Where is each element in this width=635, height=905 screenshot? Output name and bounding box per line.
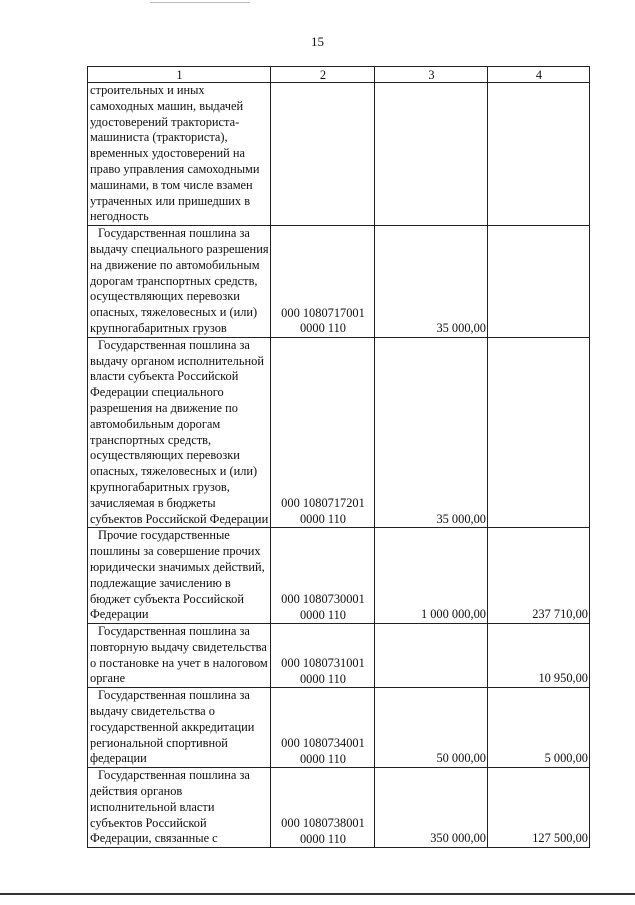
page-number: 15 [311, 34, 324, 49]
row-plan-amount [375, 83, 488, 226]
page-bottom-edge [0, 893, 635, 895]
row-plan-amount: 35 000,00 [375, 337, 488, 528]
row-fact-amount [488, 83, 590, 226]
row-code: 000 1080730001 0000 110 [271, 528, 375, 624]
row-code: 000 1080734001 0000 110 [271, 688, 375, 768]
column-header-3: 3 [375, 67, 488, 83]
table-row [88, 83, 590, 226]
row-fact-amount [488, 337, 590, 528]
column-header-1: 1 [88, 67, 271, 83]
row-code: 000 1080731001 0000 110 [271, 624, 375, 688]
row-code: 000 1080717001 0000 110 [271, 226, 375, 338]
row-fact-amount: 5 000,00 [488, 688, 590, 768]
scan-artifact-line [150, 2, 250, 3]
row-fact-amount: 237 710,00 [488, 528, 590, 624]
row-name: Государственная пошлина за повторную выдачу свидетельства о постановке на учет в налоговом органе [88, 624, 271, 688]
table-row [88, 688, 590, 768]
row-plan-amount: 1 000 000,00 [375, 528, 488, 624]
row-plan-amount: 35 000,00 [375, 226, 488, 338]
row-code: 000 1080738001 0000 110 [271, 768, 375, 848]
table-row [88, 528, 590, 624]
table-header [88, 67, 590, 83]
row-name: строительных и иных самоходных машин, выдачей удостоверений тракториста-машиниста (тракториста), временных удостоверений на право управления самоходными машинами, в том числе взамен утраченных или пришедших в негодность [88, 83, 271, 226]
table-row [88, 226, 590, 338]
table-row [88, 624, 590, 688]
row-plan-amount [375, 624, 488, 688]
row-fact-amount [488, 226, 590, 338]
table-row [88, 337, 590, 528]
row-fact-amount: 10 950,00 [488, 624, 590, 688]
table-row [88, 768, 590, 848]
column-header-2: 2 [271, 67, 375, 83]
row-name: Государственная пошлина за действия органов исполнительной власти субъектов Российской Федерации, связанные с [88, 768, 271, 848]
budget-table [87, 66, 590, 848]
table-body [88, 83, 590, 848]
row-name: Государственная пошлина за выдачу органом исполнительной власти субъекта Российской Федерации специального разрешения на движение по автомобильным дорогам транспортных средств, осуществляющих перевозки опасных, тяжеловесных и (или) крупногабаритных грузов, зачисляемая в бюджеты субъектов Российской Федерации [88, 337, 271, 528]
header-row [88, 67, 590, 83]
row-name: Прочие государственные пошлины за совершение прочих юридически значимых действий, подлежащие зачислению в бюджет субъекта Российской Федерации [88, 528, 271, 624]
row-name: Государственная пошлина за выдачу свидетельства о государственной аккредитации региональной спортивной федерации [88, 688, 271, 768]
row-plan-amount: 350 000,00 [375, 768, 488, 848]
row-plan-amount: 50 000,00 [375, 688, 488, 768]
column-header-4: 4 [488, 67, 590, 83]
row-fact-amount: 127 500,00 [488, 768, 590, 848]
row-code: 000 1080717201 0000 110 [271, 337, 375, 528]
row-name: Государственная пошлина за выдачу специального разрешения на движение по автомобильным дорогам транспортных средств, осуществляющих перевозки опасных, тяжеловесных и (или) крупногабаритных грузов [88, 226, 271, 338]
row-code [271, 83, 375, 226]
